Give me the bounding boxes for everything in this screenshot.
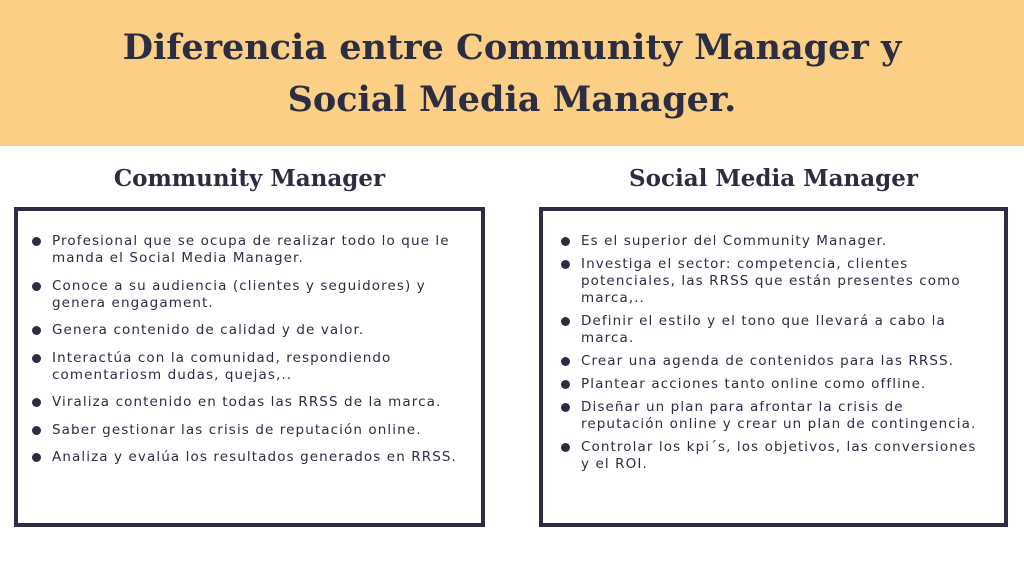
list-item-text: Genera contenido de calidad y de valor. (52, 322, 365, 338)
list-item-text: Crear una agenda de contenidos para las RRSS. (581, 353, 955, 369)
list-item (52, 449, 463, 466)
list-item (52, 233, 463, 267)
list-item (581, 439, 988, 473)
page-title: Diferencia entre Community Manager y Social Media Manager. (122, 27, 902, 120)
bullet-icon (32, 453, 41, 462)
bullet-icon (561, 380, 570, 389)
list-item (581, 376, 988, 393)
bullet-icon (32, 398, 41, 407)
bullet-icon (32, 426, 41, 435)
list-item (581, 233, 988, 250)
title-banner (0, 0, 1024, 146)
list-item-text: Profesional que se ocupa de realizar todo lo que le manda el Social Media Manager. (52, 233, 450, 266)
community-manager-list (18, 211, 481, 466)
list-item (581, 256, 988, 307)
social-media-manager-box (539, 207, 1008, 527)
bullet-icon (561, 443, 570, 452)
list-item-text: Analiza y evalúa los resultados generados en RRSS. (52, 449, 457, 465)
bullet-icon (561, 237, 570, 246)
bullet-icon (561, 317, 570, 326)
list-item-text: Viraliza contenido en todas las RRSS de la marca. (52, 394, 442, 410)
bullet-icon (561, 260, 570, 269)
list-item (581, 353, 988, 370)
bullet-icon (561, 357, 570, 366)
list-item (52, 394, 463, 411)
community-manager-heading: Community Manager (113, 165, 386, 192)
list-item (52, 322, 463, 339)
list-item-text: Controlar los kpi´s, los objetivos, las conversiones y el ROI. (581, 439, 977, 472)
bullet-icon (561, 403, 570, 412)
list-item-text: Definir el estilo y el tono que llevará a cabo la marca. (581, 313, 946, 346)
bullet-icon (32, 354, 41, 363)
list-item (52, 422, 463, 439)
list-item-text: Conoce a su audiencia (clientes y seguidores) y genera engagament. (52, 277, 426, 311)
social-media-manager-heading: Social Media Manager (629, 165, 918, 192)
list-item-text: Investiga el sector: competencia, clientes potenciales, las RRSS que están presentes como marca,.. (581, 256, 961, 306)
list-item-text: Plantear acciones tanto online como offline. (581, 376, 927, 392)
list-item (52, 278, 463, 312)
list-item-text: Es el superior del Community Manager. (581, 233, 888, 249)
list-item-text: Diseñar un plan para afrontar la crisis de reputación online y crear un plan de contingencia. (581, 399, 977, 432)
social-media-manager-list (543, 211, 1004, 473)
list-item (581, 399, 988, 433)
bullet-icon (32, 282, 41, 291)
bullet-icon (32, 326, 41, 335)
community-manager-box (14, 207, 485, 527)
list-item (52, 350, 463, 384)
bullet-icon (32, 237, 41, 246)
list-item-text: Saber gestionar las crisis de reputación online. (52, 421, 422, 438)
list-item (581, 313, 988, 347)
list-item-text: Interactúa con la comunidad, respondiendo comentariosm dudas, quejas,.. (52, 349, 392, 383)
